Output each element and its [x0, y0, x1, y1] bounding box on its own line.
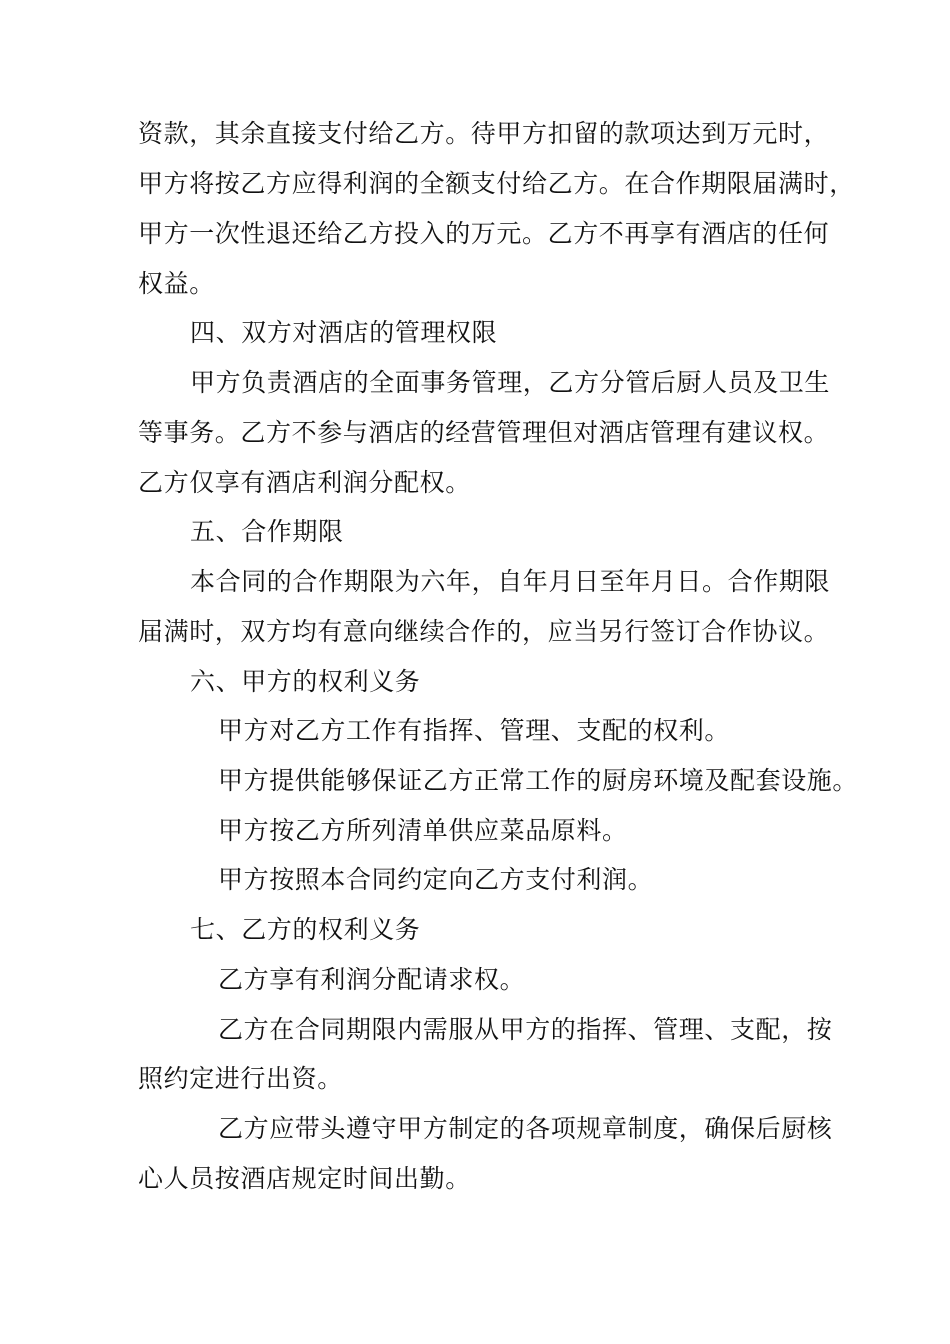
paragraph-line: 等事务。乙方不参与酒店的经营管理但对酒店管理有建议权。: [138, 418, 830, 447]
paragraph-line: 照约定进行出资。: [138, 1064, 343, 1093]
paragraph-line: 心人员按酒店规定时间出勤。: [138, 1164, 471, 1193]
list-item: 甲方按乙方所列清单供应菜品原料。: [218, 816, 628, 845]
section-heading: 六、甲方的权利义务: [190, 667, 421, 696]
section-heading: 四、双方对酒店的管理权限: [190, 318, 498, 347]
list-item: 甲方按照本合同约定向乙方支付利润。: [218, 865, 654, 894]
section-heading: 五、合作期限: [190, 517, 344, 546]
paragraph-line: 乙方应带头遵守甲方制定的各项规章制度，确保后厨核: [218, 1114, 833, 1143]
section-heading: 七、乙方的权利义务: [190, 915, 421, 944]
paragraph-line: 甲方一次性退还给乙方投入的万元。乙方不再享有酒店的任何: [138, 219, 830, 248]
paragraph-line: 甲方将按乙方应得利润的全额支付给乙方。在合作期限届满时，: [138, 169, 855, 198]
list-item: 乙方享有利润分配请求权。: [218, 965, 526, 994]
list-item: 甲方提供能够保证乙方正常工作的厨房环境及配套设施。: [218, 766, 859, 795]
paragraph-line: 甲方负责酒店的全面事务管理，乙方分管后厨人员及卫生: [190, 368, 831, 397]
list-item: 甲方对乙方工作有指挥、管理、支配的权利。: [218, 716, 731, 745]
paragraph-line: 届满时，双方均有意向继续合作的，应当另行签订合作协议。: [138, 617, 830, 646]
paragraph-line: 资款，其余直接支付给乙方。待甲方扣留的款项达到万元时，: [138, 119, 830, 148]
paragraph-line: 本合同的合作期限为六年，自年月日至年月日。合作期限: [190, 567, 831, 596]
paragraph-line: 乙方在合同期限内需服从甲方的指挥、管理、支配，按: [218, 1015, 833, 1044]
paragraph-line: 权益。: [138, 269, 215, 298]
paragraph-line: 乙方仅享有酒店利润分配权。: [138, 468, 471, 497]
